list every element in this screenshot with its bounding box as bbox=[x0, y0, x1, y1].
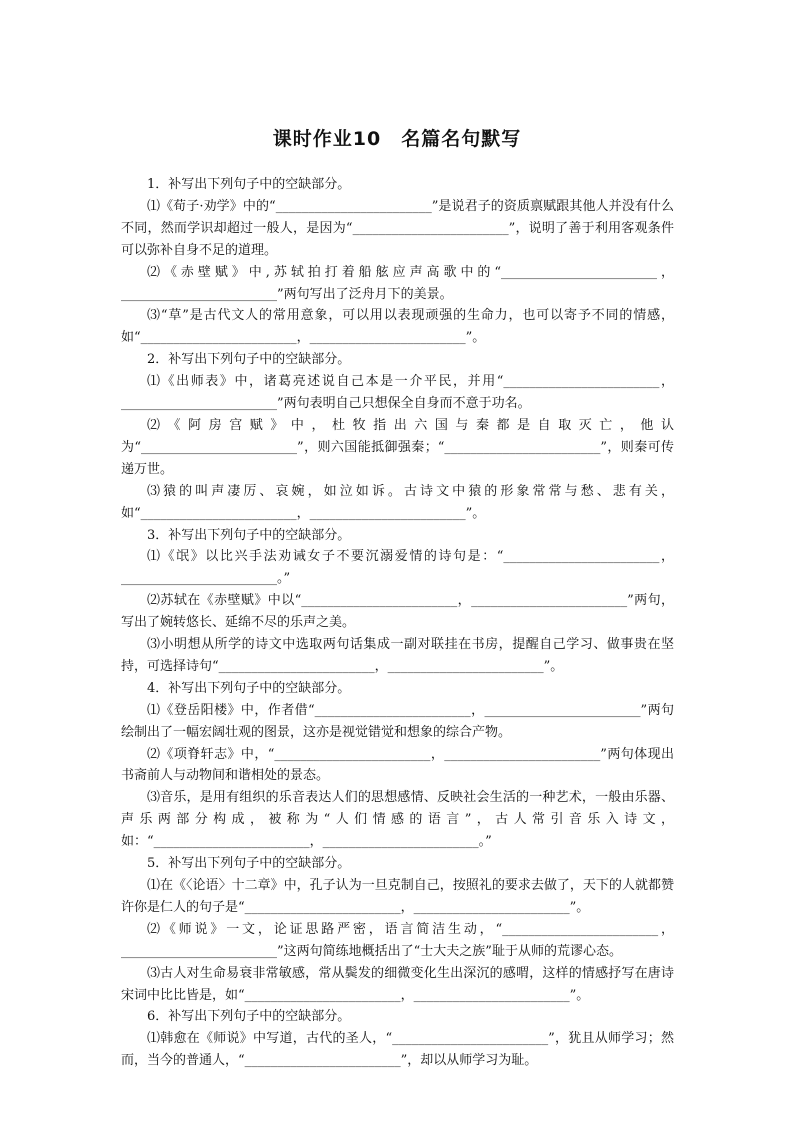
q2-item-1: ⑴《出师表》中，诸葛亮述说自己本是一介平民，并用“________________________，________________________”两句表明自己只想保全自身而不意于功名。 bbox=[121, 374, 674, 412]
q6-item-1: ⑴韩愈在《师说》中写道，古代的圣人，“________________________”，犹且从师学习；然而，当今的普通人，“________________________”，却以从师学习为耻。 bbox=[121, 1031, 674, 1069]
q2-heading: 2．补写出下列句子中的空缺部分。 bbox=[147, 352, 351, 368]
q1-item-3: ⑶“草”是古代文人的常用意象，可以用以表现顽强的生命力，也可以寄予不同的情感，如“________________________，________________________”。 bbox=[121, 308, 674, 346]
q5-heading: 5．补写出下列句子中的空缺部分。 bbox=[147, 856, 351, 872]
q3-item-1: ⑴《氓》以比兴手法劝诫女子不要沉溺爱情的诗句是：“________________________，________________________。” bbox=[121, 549, 674, 587]
q2-item-2: ⑵《阿房宫赋》中，杜牧指出六国与秦都是自取灭亡，他认为“________________________”，则六国能抵御强秦；“________________________”，则秦可传递万世。 bbox=[121, 417, 674, 477]
q4-item-1: ⑴《登岳阳楼》中，作者借“________________________，________________________”两句绘制出了一幅宏阔壮观的图景，这亦是视觉错觉和想象的综合产物。 bbox=[121, 702, 674, 740]
q3-item-2: ⑵苏轼在《赤壁赋》中以“________________________，________________________”两句，写出了婉转悠长、延绵不尽的乐声之美。 bbox=[121, 593, 674, 631]
q4-item-3: ⑶音乐，是用有组织的乐音表达人们的思想感情、反映社会生活的一种艺术，一般由乐器、声乐两部分构成，被称为“人们情感的语言”，古人常引音乐入诗文，如：“________________________，________________________。” bbox=[121, 790, 674, 850]
q2-item-3: ⑶猿的叫声凄厉、哀婉，如泣如诉。古诗文中猿的形象常常与愁、悲有关，如“________________________，________________________”。 bbox=[121, 483, 674, 521]
question-body bbox=[121, 174, 674, 1072]
q4-item-2: ⑵《项脊轩志》中，“________________________，________________________”两句体现出书斋前人与动物间和谐相处的景态。 bbox=[121, 746, 674, 784]
q1-item-1: ⑴《荀子·劝学》中的“________________________”是说君子的资质禀赋跟其他人并没有什么不同，然而学识却超过一般人，是因为“________________________”，说明了善于利用客观条件可以弥补自身不足的道理。 bbox=[121, 198, 674, 258]
q4-heading: 4．补写出下列句子中的空缺部分。 bbox=[147, 680, 351, 696]
q5-item-3: ⑶古人对生命易衰非常敏感，常从鬓发的细微变化生出深沉的感喟，这样的情感抒写在唐诗宋词中比比皆是，如“________________________，________________________”。 bbox=[121, 965, 674, 1003]
q6-heading: 6．补写出下列句子中的空缺部分。 bbox=[147, 1009, 351, 1025]
q5-item-2: ⑵《师说》一文，论证思路严密，语言简洁生动，“________________________，________________________”这两句简练地概括出了“士大夫之族”耻于从师的荒谬心态。 bbox=[121, 921, 674, 959]
q3-item-3: ⑶小明想从所学的诗文中选取两句话集成一副对联挂在书房，提醒自己学习、做事贵在坚持，可选择诗句“________________________，________________________”。 bbox=[121, 637, 674, 674]
q5-item-1: ⑴在《〈论语〉十二章》中，孔子认为一旦克制自己，按照礼的要求去做了，天下的人就都赞许你是仁人的句子是“________________________，________________________”。 bbox=[121, 878, 674, 915]
q3-heading: 3．补写出下列句子中的空缺部分。 bbox=[147, 527, 351, 543]
q1-item-2: ⑵《赤壁赋》中,苏轼拍打着船舷应声高歌中的“________________________，________________________”两句写出了泛舟月下的美景。 bbox=[121, 264, 674, 302]
page-title: 课时作业10 名篇名句默写 bbox=[272, 128, 522, 150]
q1-heading: 1．补写出下列句子中的空缺部分。 bbox=[147, 177, 351, 192]
